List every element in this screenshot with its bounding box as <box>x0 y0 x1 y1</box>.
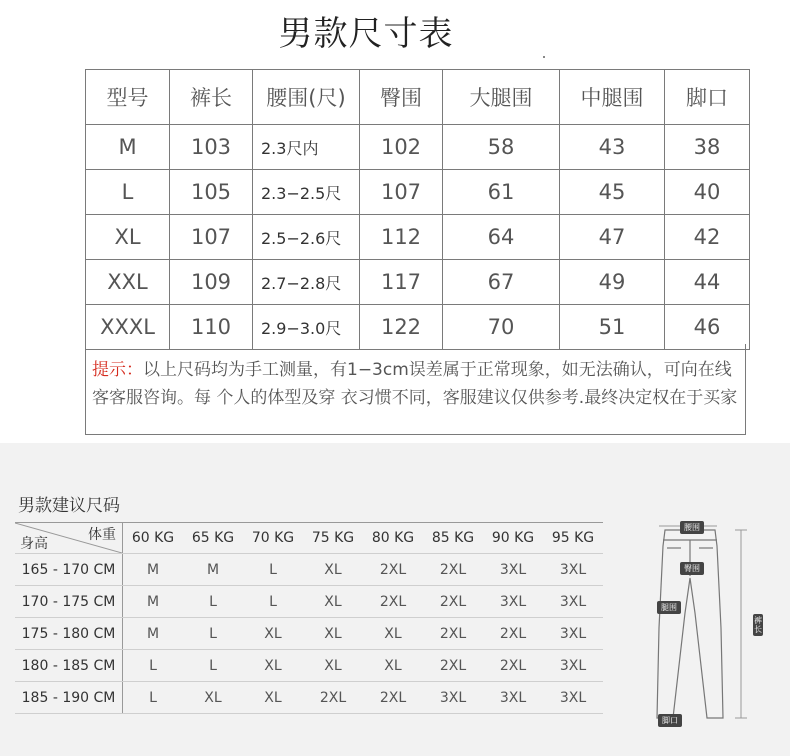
cell-mid-thigh: 45 <box>560 170 665 215</box>
size-cell: 2XL <box>423 586 483 618</box>
size-cell: L <box>243 586 303 618</box>
hem-label: 脚口 <box>658 714 682 727</box>
height-label: 身高 <box>20 536 48 552</box>
size-cell: XL <box>303 586 363 618</box>
cell-waist: 2.3尺内 <box>253 125 360 170</box>
size-cell: 2XL <box>423 650 483 682</box>
size-cell: M <box>123 618 184 650</box>
cell-thigh: 61 <box>443 170 560 215</box>
size-cell: 2XL <box>303 682 363 714</box>
height-range: 165 - 170 CM <box>15 554 123 586</box>
recommend-section <box>0 443 790 756</box>
size-cell: XL <box>363 618 423 650</box>
recommend-table <box>15 522 603 714</box>
cell-hip: 102 <box>360 125 443 170</box>
recommend-title: 男款建议尺码 <box>18 496 120 516</box>
size-cell: 3XL <box>543 586 603 618</box>
weight-header: 70 KG <box>243 523 303 554</box>
size-cell: 2XL <box>363 554 423 586</box>
cell-thigh: 70 <box>443 305 560 350</box>
cell-size: XL <box>86 215 170 260</box>
height-range: 180 - 185 CM <box>15 650 123 682</box>
size-cell: 2XL <box>363 586 423 618</box>
corner-cell <box>15 523 123 554</box>
cell-size: M <box>86 125 170 170</box>
size-cell: 2XL <box>423 618 483 650</box>
table-row <box>15 650 603 682</box>
size-cell: 3XL <box>543 618 603 650</box>
hip-label: 臀围 <box>680 562 704 575</box>
weight-header: 95 KG <box>543 523 603 554</box>
table-row <box>86 170 750 215</box>
size-cell: 2XL <box>483 618 543 650</box>
size-cell: 2XL <box>483 650 543 682</box>
header-waist: 腰围(尺) <box>253 70 360 125</box>
table-row <box>86 260 750 305</box>
table-row <box>15 586 603 618</box>
cell-waist: 2.7−2.8尺 <box>253 260 360 305</box>
cell-mid-thigh: 51 <box>560 305 665 350</box>
size-cell: 3XL <box>543 554 603 586</box>
weight-header: 60 KG <box>123 523 184 554</box>
size-cell: 2XL <box>363 682 423 714</box>
cell-hip: 122 <box>360 305 443 350</box>
recommend-header <box>15 523 603 554</box>
cell-hip: 107 <box>360 170 443 215</box>
cell-length: 105 <box>170 170 253 215</box>
cell-thigh: 64 <box>443 215 560 260</box>
size-cell: 3XL <box>483 586 543 618</box>
size-cell: L <box>123 650 184 682</box>
size-cell: L <box>183 650 243 682</box>
header-mid-thigh: 中腿围 <box>560 70 665 125</box>
table-row <box>86 215 750 260</box>
cell-hem: 44 <box>665 260 750 305</box>
cell-size: XXL <box>86 260 170 305</box>
size-cell: L <box>243 554 303 586</box>
header-model: 型号 <box>86 70 170 125</box>
weight-header: 80 KG <box>363 523 423 554</box>
table-row <box>86 305 750 350</box>
thigh-label: 腿围 <box>657 601 681 614</box>
size-cell: 3XL <box>543 650 603 682</box>
cell-thigh: 58 <box>443 125 560 170</box>
size-cell: 2XL <box>423 554 483 586</box>
table-row <box>15 682 603 714</box>
size-cell: M <box>123 586 184 618</box>
cell-waist: 2.3−2.5尺 <box>253 170 360 215</box>
cell-mid-thigh: 47 <box>560 215 665 260</box>
cell-hem: 46 <box>665 305 750 350</box>
table-row <box>15 618 603 650</box>
cell-size: L <box>86 170 170 215</box>
size-cell: 3XL <box>483 682 543 714</box>
size-cell: XL <box>243 650 303 682</box>
note-text: 以上尺码均为手工测量，有1−3cm误差属于正常现象，如无法确认，可向在线客客服咨询。每 个人的体型及穿 衣习惯不同，客服建议仅供参考.最终决定权在于买家 <box>92 360 738 408</box>
cell-length: 103 <box>170 125 253 170</box>
height-range: 175 - 180 CM <box>15 618 123 650</box>
size-cell: XL <box>183 682 243 714</box>
header-length: 裤长 <box>170 70 253 125</box>
size-cell: 3XL <box>483 554 543 586</box>
size-table-header <box>86 70 750 125</box>
pants-diagram <box>637 518 777 728</box>
size-cell: XL <box>243 682 303 714</box>
size-cell: 3XL <box>543 682 603 714</box>
weight-header: 90 KG <box>483 523 543 554</box>
weight-header: 75 KG <box>303 523 363 554</box>
divider-dot <box>543 56 545 58</box>
length-label: 裤长 <box>754 616 762 634</box>
cell-mid-thigh: 43 <box>560 125 665 170</box>
page-title: 男款尺寸表 <box>278 14 454 54</box>
size-cell: XL <box>363 650 423 682</box>
cell-hem: 42 <box>665 215 750 260</box>
header-hip: 臀围 <box>360 70 443 125</box>
size-cell: L <box>183 586 243 618</box>
waist-label: 腰围 <box>680 521 704 534</box>
table-row <box>15 554 603 586</box>
cell-length: 107 <box>170 215 253 260</box>
size-cell: 3XL <box>423 682 483 714</box>
height-range: 185 - 190 CM <box>15 682 123 714</box>
cell-mid-thigh: 49 <box>560 260 665 305</box>
cell-hip: 117 <box>360 260 443 305</box>
size-table <box>85 69 750 350</box>
cell-waist: 2.5−2.6尺 <box>253 215 360 260</box>
cell-hem: 38 <box>665 125 750 170</box>
size-cell: L <box>183 618 243 650</box>
size-cell: XL <box>303 650 363 682</box>
weight-header: 65 KG <box>183 523 243 554</box>
cell-length: 109 <box>170 260 253 305</box>
size-cell: L <box>123 682 184 714</box>
table-row <box>86 125 750 170</box>
cell-hip: 112 <box>360 215 443 260</box>
size-note <box>85 344 746 435</box>
size-cell: XL <box>303 618 363 650</box>
size-cell: M <box>123 554 184 586</box>
weight-header: 85 KG <box>423 523 483 554</box>
cell-thigh: 67 <box>443 260 560 305</box>
note-lead: 提示： <box>92 360 143 380</box>
cell-hem: 40 <box>665 170 750 215</box>
size-cell: M <box>183 554 243 586</box>
size-cell: XL <box>303 554 363 586</box>
cell-waist: 2.9−3.0尺 <box>253 305 360 350</box>
size-cell: XL <box>243 618 303 650</box>
header-thigh: 大腿围 <box>443 70 560 125</box>
height-range: 170 - 175 CM <box>15 586 123 618</box>
header-hem: 脚口 <box>665 70 750 125</box>
cell-size: XXXL <box>86 305 170 350</box>
weight-label: 体重 <box>88 527 116 543</box>
cell-length: 110 <box>170 305 253 350</box>
